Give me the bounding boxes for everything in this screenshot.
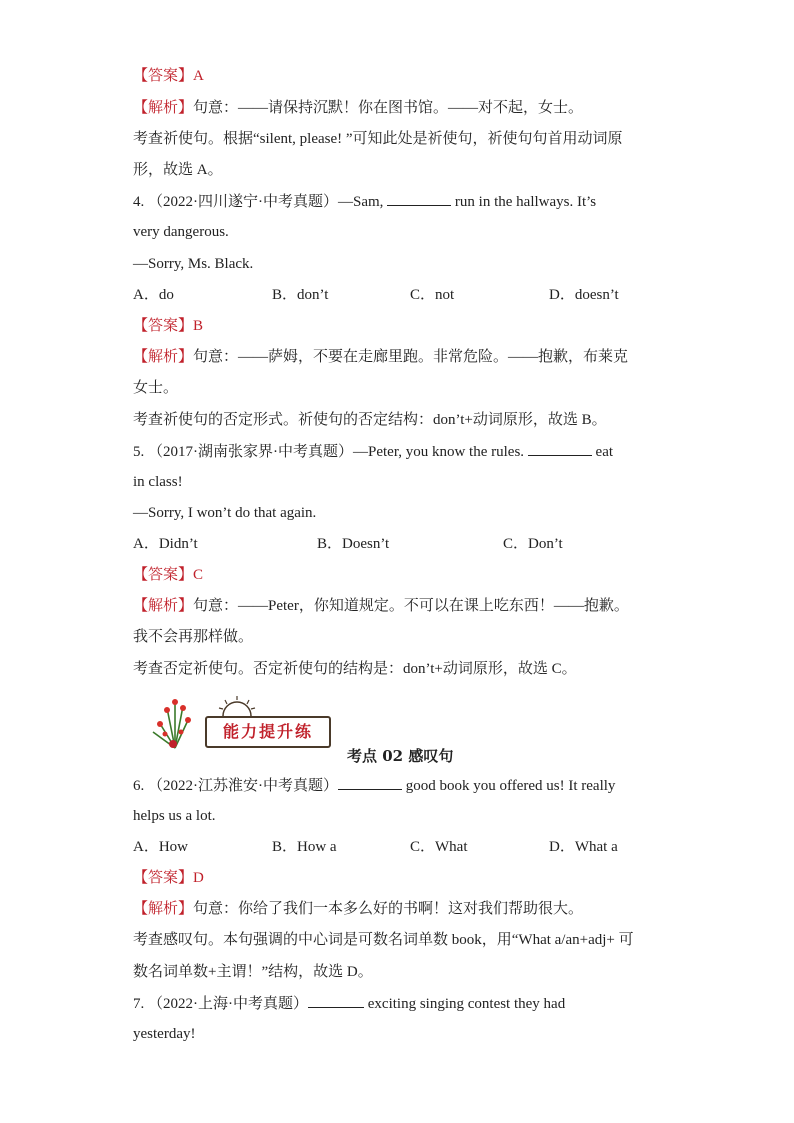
analysis-text: 句意：——请保持沉默！你在图书馆。——对不起，女士。 [193,100,584,116]
analysis-line-q6 [133,899,583,919]
answer-value: D [193,870,204,886]
stem-text: 6. （2022·江苏淮安·中考真题） [133,778,338,794]
question-5-stem [133,441,613,462]
analysis-tag: 【解析】 [133,349,194,365]
note-line-q5: 考查否定祈使句。否定祈使句的结构是：don’t+动词原形，故选 C。 [133,661,577,677]
answer-tag: 【答案】 [133,567,194,583]
option-a[interactable]: A．Didn’t [133,536,198,552]
option-b[interactable]: B．How a [272,839,337,855]
option-d[interactable]: D．doesn’t [549,287,619,303]
question-7-stem [133,993,565,1014]
question-6-options [133,837,653,857]
stem-text: 4. （2022·四川遂宁·中考真题）—Sam, [133,194,388,210]
answer-line-q3 [133,66,204,86]
option-a[interactable]: A．do [133,287,174,303]
analysis-tag: 【解析】 [133,598,194,614]
answer-line-q5 [133,565,203,585]
stem-text: eat [591,444,614,460]
answer-blank [308,993,364,1008]
question-6-stem-b: helps us a lot. [133,808,216,824]
analysis-tag: 【解析】 [133,901,194,917]
option-c[interactable]: C．What [410,839,468,855]
question-5-stem-b: in class! [133,474,183,490]
option-b[interactable]: B．Doesn’t [317,536,390,552]
answer-tag: 【答案】 [133,318,194,334]
answer-blank [528,441,592,456]
question-4-stem-b: very dangerous. [133,224,229,240]
answer-tag: 【答案】 [133,68,194,84]
analysis-text: 句意：——萨姆，不要在走廊里跑。非常危险。——抱歉，布莱克 [193,349,629,365]
question-5-options [133,534,653,554]
analysis-line-q4 [133,347,628,367]
note-line-q3a: 考查祈使句。根据“silent, please! ”可知此处是祈使句，祈使句句首用动词原 [133,131,623,147]
analysis-line-q5 [133,596,629,616]
stem-text: 7. （2022·上海·中考真题） [133,996,308,1012]
section-banner [145,688,335,750]
answer-blank [338,775,402,790]
question-4-options [133,285,653,305]
analysis-line-q4b: 女士。 [133,380,179,396]
option-b[interactable]: B．don’t [272,287,329,303]
answer-line-q6 [133,868,204,888]
note-line-q3b: 形，故选 A。 [133,162,223,178]
question-7-stem-b: yesterday! [133,1026,196,1042]
analysis-line-q5b: 我不会再那样做。 [133,629,254,645]
banner-label: 能力提升练 [205,716,331,748]
answer-value: A [193,68,204,84]
stem-text: run in the hallways. It’s [451,194,597,210]
answer-value: B [193,318,204,334]
section-title: 考点 02 感叹句 [347,747,454,765]
question-5-reply: —Sorry, I won’t do that again. [133,505,317,521]
question-6-stem [133,775,615,796]
analysis-line-q3 [133,98,583,118]
answer-tag: 【答案】 [133,870,194,886]
answer-line-q4 [133,316,203,336]
analysis-text: 句意：——Peter，你知道规定。不可以在课上吃东西！——抱歉。 [193,598,629,614]
note-line-q6a: 考查感叹句。本句强调的中心词是可数名词单数 book，用“What a/an+adj+ 可 [133,932,634,948]
stem-text: good book you offered us! It really [402,778,616,794]
note-line-q6b: 数名词单数+主谓！”结构，故选 D。 [133,964,373,980]
question-4-reply: —Sorry, Ms. Black. [133,256,254,272]
sun-icon [217,694,257,718]
option-a[interactable]: A．How [133,839,188,855]
answer-blank [387,191,451,206]
stem-text: exciting singing contest they had [364,996,566,1012]
option-d[interactable]: D．What a [549,839,618,855]
note-line-q4: 考查祈使句的否定形式。祈使句的否定结构：don’t+动词原形，故选 B。 [133,412,607,428]
answer-value: C [193,567,204,583]
analysis-text: 句意：你给了我们一本多么好的书啊！这对我们帮助很大。 [193,901,584,917]
stem-text: 5. （2017·湖南张家界·中考真题）—Peter, you know the rules. [133,444,528,460]
question-4-stem [133,191,596,212]
option-c[interactable]: C．not [410,287,455,303]
option-c[interactable]: C．Don’t [503,536,563,552]
analysis-tag: 【解析】 [133,100,194,116]
